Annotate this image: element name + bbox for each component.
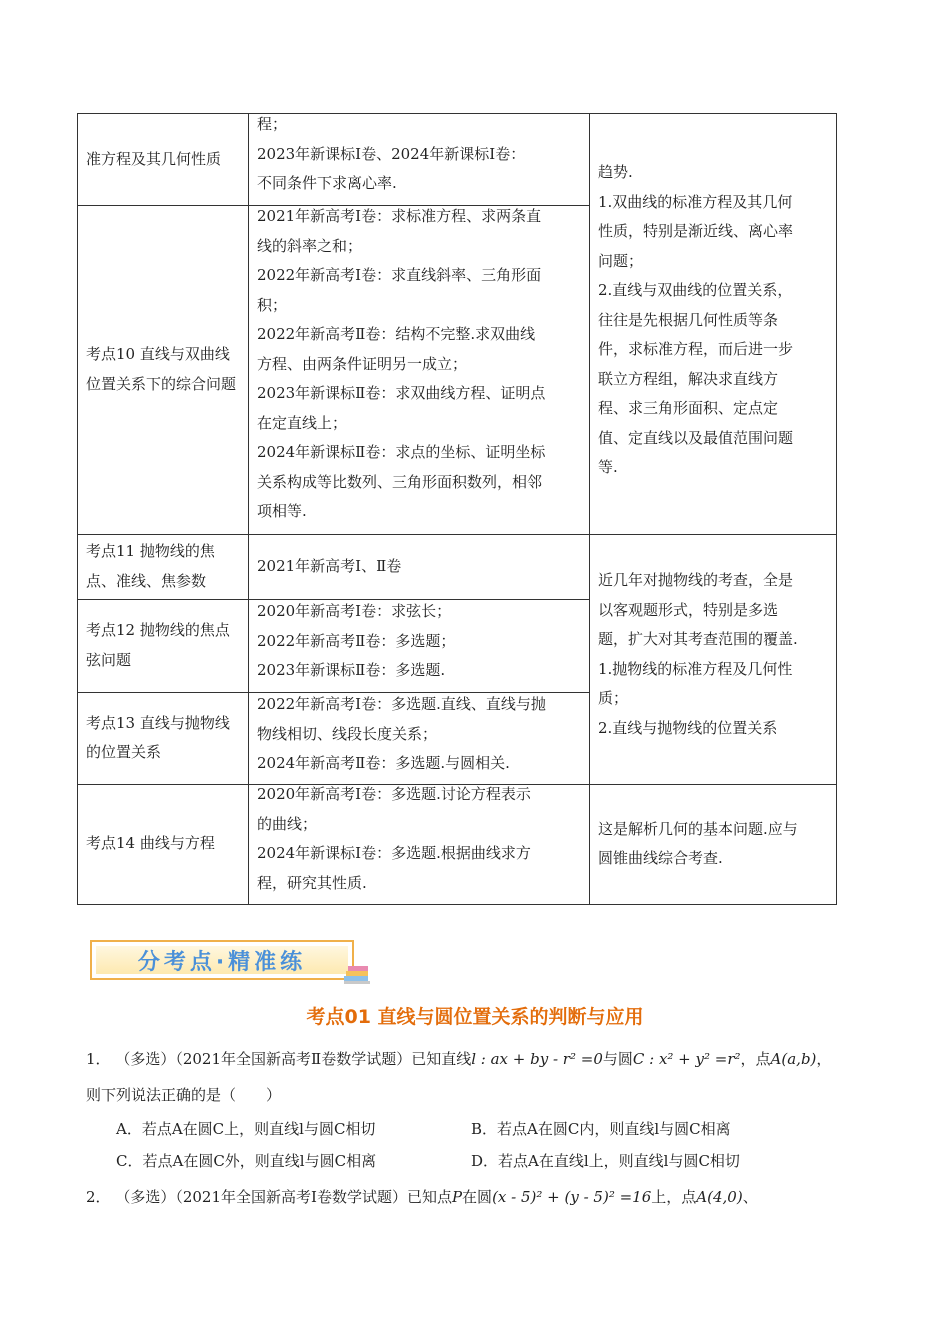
- trend-line: 近几年对抛物线的考查，全是: [598, 571, 794, 589]
- exam-cell: [249, 690, 589, 779]
- exam-line: 的曲线；: [257, 814, 318, 833]
- line-equation: l : ax + by - r² =0: [471, 1050, 603, 1068]
- point-label: A(4,0): [696, 1188, 743, 1206]
- exam-line: 在定直线上；: [257, 413, 348, 432]
- exam-line: 2020年新高考Ⅰ卷：多选题.讨论方程表示: [257, 785, 531, 803]
- topic-cell: [78, 534, 248, 599]
- trend-line: 联立方程组，解决求直线方: [598, 369, 779, 388]
- exam-line: 积；: [257, 295, 288, 314]
- topic-text: 准方程及其几何性质: [86, 149, 222, 168]
- section-title: 考点01 直线与圆位置关系的判断与应用: [306, 1006, 644, 1028]
- exam-line: 程，研究其性质.: [257, 873, 367, 892]
- trend-line: 问题；: [598, 251, 644, 270]
- trend-cell: [590, 784, 836, 904]
- trend-line: 圆锥曲线综合考查.: [598, 849, 723, 867]
- trend-line: 件，求标准方程，而后进一步: [598, 340, 794, 358]
- circle-equation: (x - 5)² + (y - 5)² =16: [492, 1188, 652, 1206]
- trend-line: 趋势.: [598, 163, 633, 181]
- exam-line: 2020年新高考Ⅰ卷：求弦长；: [257, 602, 452, 620]
- exam-line: 2024年新课标Ⅰ卷：多选题.根据曲线求方: [257, 844, 531, 862]
- exam-cell: [249, 780, 589, 898]
- question-tag: （多选）: [115, 1188, 176, 1206]
- exam-line: 2022年新高考Ⅱ卷：结构不完整.求双曲线: [257, 325, 536, 343]
- trend-cell: [590, 566, 836, 743]
- question-1-stem: [86, 1048, 831, 1069]
- exam-line: 2023年新课标Ⅰ卷、2024年新课标Ⅰ卷：: [257, 144, 526, 163]
- topic-text: 考点11 抛物线的焦点、准线、焦参数: [86, 542, 215, 590]
- option-label: B．: [471, 1120, 498, 1138]
- exam-line: 2021年新高考Ⅰ、Ⅱ卷: [257, 556, 402, 575]
- topic-cell: [78, 205, 248, 534]
- trend-line: 1.抛物线的标准方程及几何性: [598, 659, 793, 678]
- banner-label: 分考点·精准练: [96, 946, 348, 974]
- option-label: C．: [116, 1152, 143, 1170]
- exam-line: 关系构成等比数列、三角形面积数列，相邻: [257, 472, 543, 491]
- topic-text: 考点13 直线与抛物线的位置关系: [86, 713, 230, 761]
- question-1-stem-line2: 则下列说法正确的是（ ）: [86, 1086, 282, 1104]
- option-d[interactable]: [471, 1150, 740, 1171]
- question-text: 与圆: [602, 1050, 633, 1068]
- exam-line: 方程、由两条件证明另一成立；: [257, 354, 468, 373]
- option-label: D．: [471, 1152, 499, 1170]
- books-icon: [342, 962, 372, 986]
- trend-line: 1.双曲线的标准方程及其几何: [598, 192, 793, 211]
- exam-line: 2023年新课标Ⅱ卷：多选题.: [257, 661, 446, 679]
- option-b[interactable]: [471, 1118, 731, 1139]
- question-tag: （多选）: [115, 1050, 176, 1068]
- circle-equation: C : x² + y² =r²: [632, 1050, 741, 1068]
- option-text: 若点A在直线l上，则直线l与圆C相切: [498, 1152, 740, 1170]
- question-source: （2021年全国新高考Ⅱ卷数学试题）已知直线: [175, 1050, 472, 1068]
- exam-line: 程；: [257, 115, 288, 133]
- topic-text: 考点14 曲线与方程: [86, 834, 215, 853]
- topic-cell: [78, 692, 248, 784]
- exam-line: 2024年新高考Ⅱ卷：多选题.与圆相关.: [257, 754, 510, 772]
- option-text: 若点A在圆C外，则直线l与圆C相离: [142, 1152, 377, 1170]
- question-number: 1．: [86, 1050, 111, 1068]
- topic-cell: [78, 114, 248, 205]
- exam-line: 2022年新高考Ⅰ卷：求直线斜率、三角形面: [257, 266, 542, 284]
- option-text: 若点A在圆C内，则直线l与圆C相离: [497, 1120, 731, 1138]
- option-a[interactable]: [116, 1118, 375, 1139]
- trend-line: 这是解析几何的基本问题.应与: [598, 819, 798, 838]
- exam-line: 项相等.: [257, 502, 307, 520]
- point-label: A(a,b): [770, 1050, 817, 1068]
- topic-cell: [78, 599, 248, 692]
- exam-line: 2024年新课标Ⅱ卷：求点的坐标、证明坐标: [257, 443, 546, 461]
- trend-line: 质；: [598, 689, 629, 707]
- trend-line: 等.: [598, 458, 618, 476]
- question-number: 2．: [86, 1188, 111, 1206]
- question-text: 、: [742, 1188, 758, 1206]
- question-text: ，点: [740, 1050, 771, 1068]
- trend-cell: [590, 158, 836, 483]
- point-label: P: [451, 1188, 463, 1206]
- option-label: A．: [116, 1120, 142, 1138]
- trend-line: 程、求三角形面积、定点定: [598, 399, 779, 417]
- exam-line: 物线相切、线段长度关系；: [257, 724, 438, 743]
- question-text: ，: [816, 1050, 832, 1068]
- exam-line: 2021年新高考Ⅰ卷：求标准方程、求两条直: [257, 207, 542, 225]
- option-c[interactable]: [116, 1150, 376, 1171]
- question-source: （2021年全国新高考Ⅰ卷数学试题）已知点: [175, 1188, 452, 1206]
- topic-cell: [78, 784, 248, 904]
- exam-cell: [249, 110, 589, 199]
- exam-line: 线的斜率之和；: [257, 236, 363, 255]
- trend-line: 以客观题形式，特别是多选: [598, 600, 779, 619]
- question-text: 上，点: [651, 1188, 697, 1206]
- topic-text: 考点12 抛物线的焦点弦问题: [86, 621, 230, 669]
- question-2-stem: [86, 1186, 758, 1207]
- topic-text: 考点10 直线与双曲线位置关系下的综合问题: [86, 345, 237, 393]
- exam-line: 2022年新高考Ⅱ卷：多选题；: [257, 631, 456, 650]
- exam-cell: [249, 202, 589, 527]
- trend-line: 2.直线与双曲线的位置关系，: [598, 281, 793, 299]
- exam-cell: [249, 597, 589, 686]
- trend-line: 性质，特别是渐近线、离心率: [598, 222, 794, 240]
- exam-line: 2023年新课标Ⅱ卷：求双曲线方程、证明点: [257, 384, 546, 402]
- exam-topic-table: [77, 113, 837, 905]
- exam-line: 2022年新高考Ⅰ卷：多选题.直线、直线与抛: [257, 695, 546, 713]
- trend-line: 题，扩大对其考查范围的覆盖.: [598, 630, 798, 648]
- trend-line: 值、定直线以及最值范围问题: [598, 428, 794, 447]
- practice-banner: [90, 940, 354, 980]
- question-text: 在圆: [462, 1188, 493, 1206]
- exam-line: 不同条件下求离心率.: [257, 174, 397, 192]
- exam-cell: [249, 534, 589, 599]
- trend-line: 往往是先根据几何性质等条: [598, 310, 779, 329]
- trend-line: 2.直线与抛物线的位置关系: [598, 718, 778, 737]
- option-text: 若点A在圆C上，则直线l与圆C相切: [141, 1120, 376, 1138]
